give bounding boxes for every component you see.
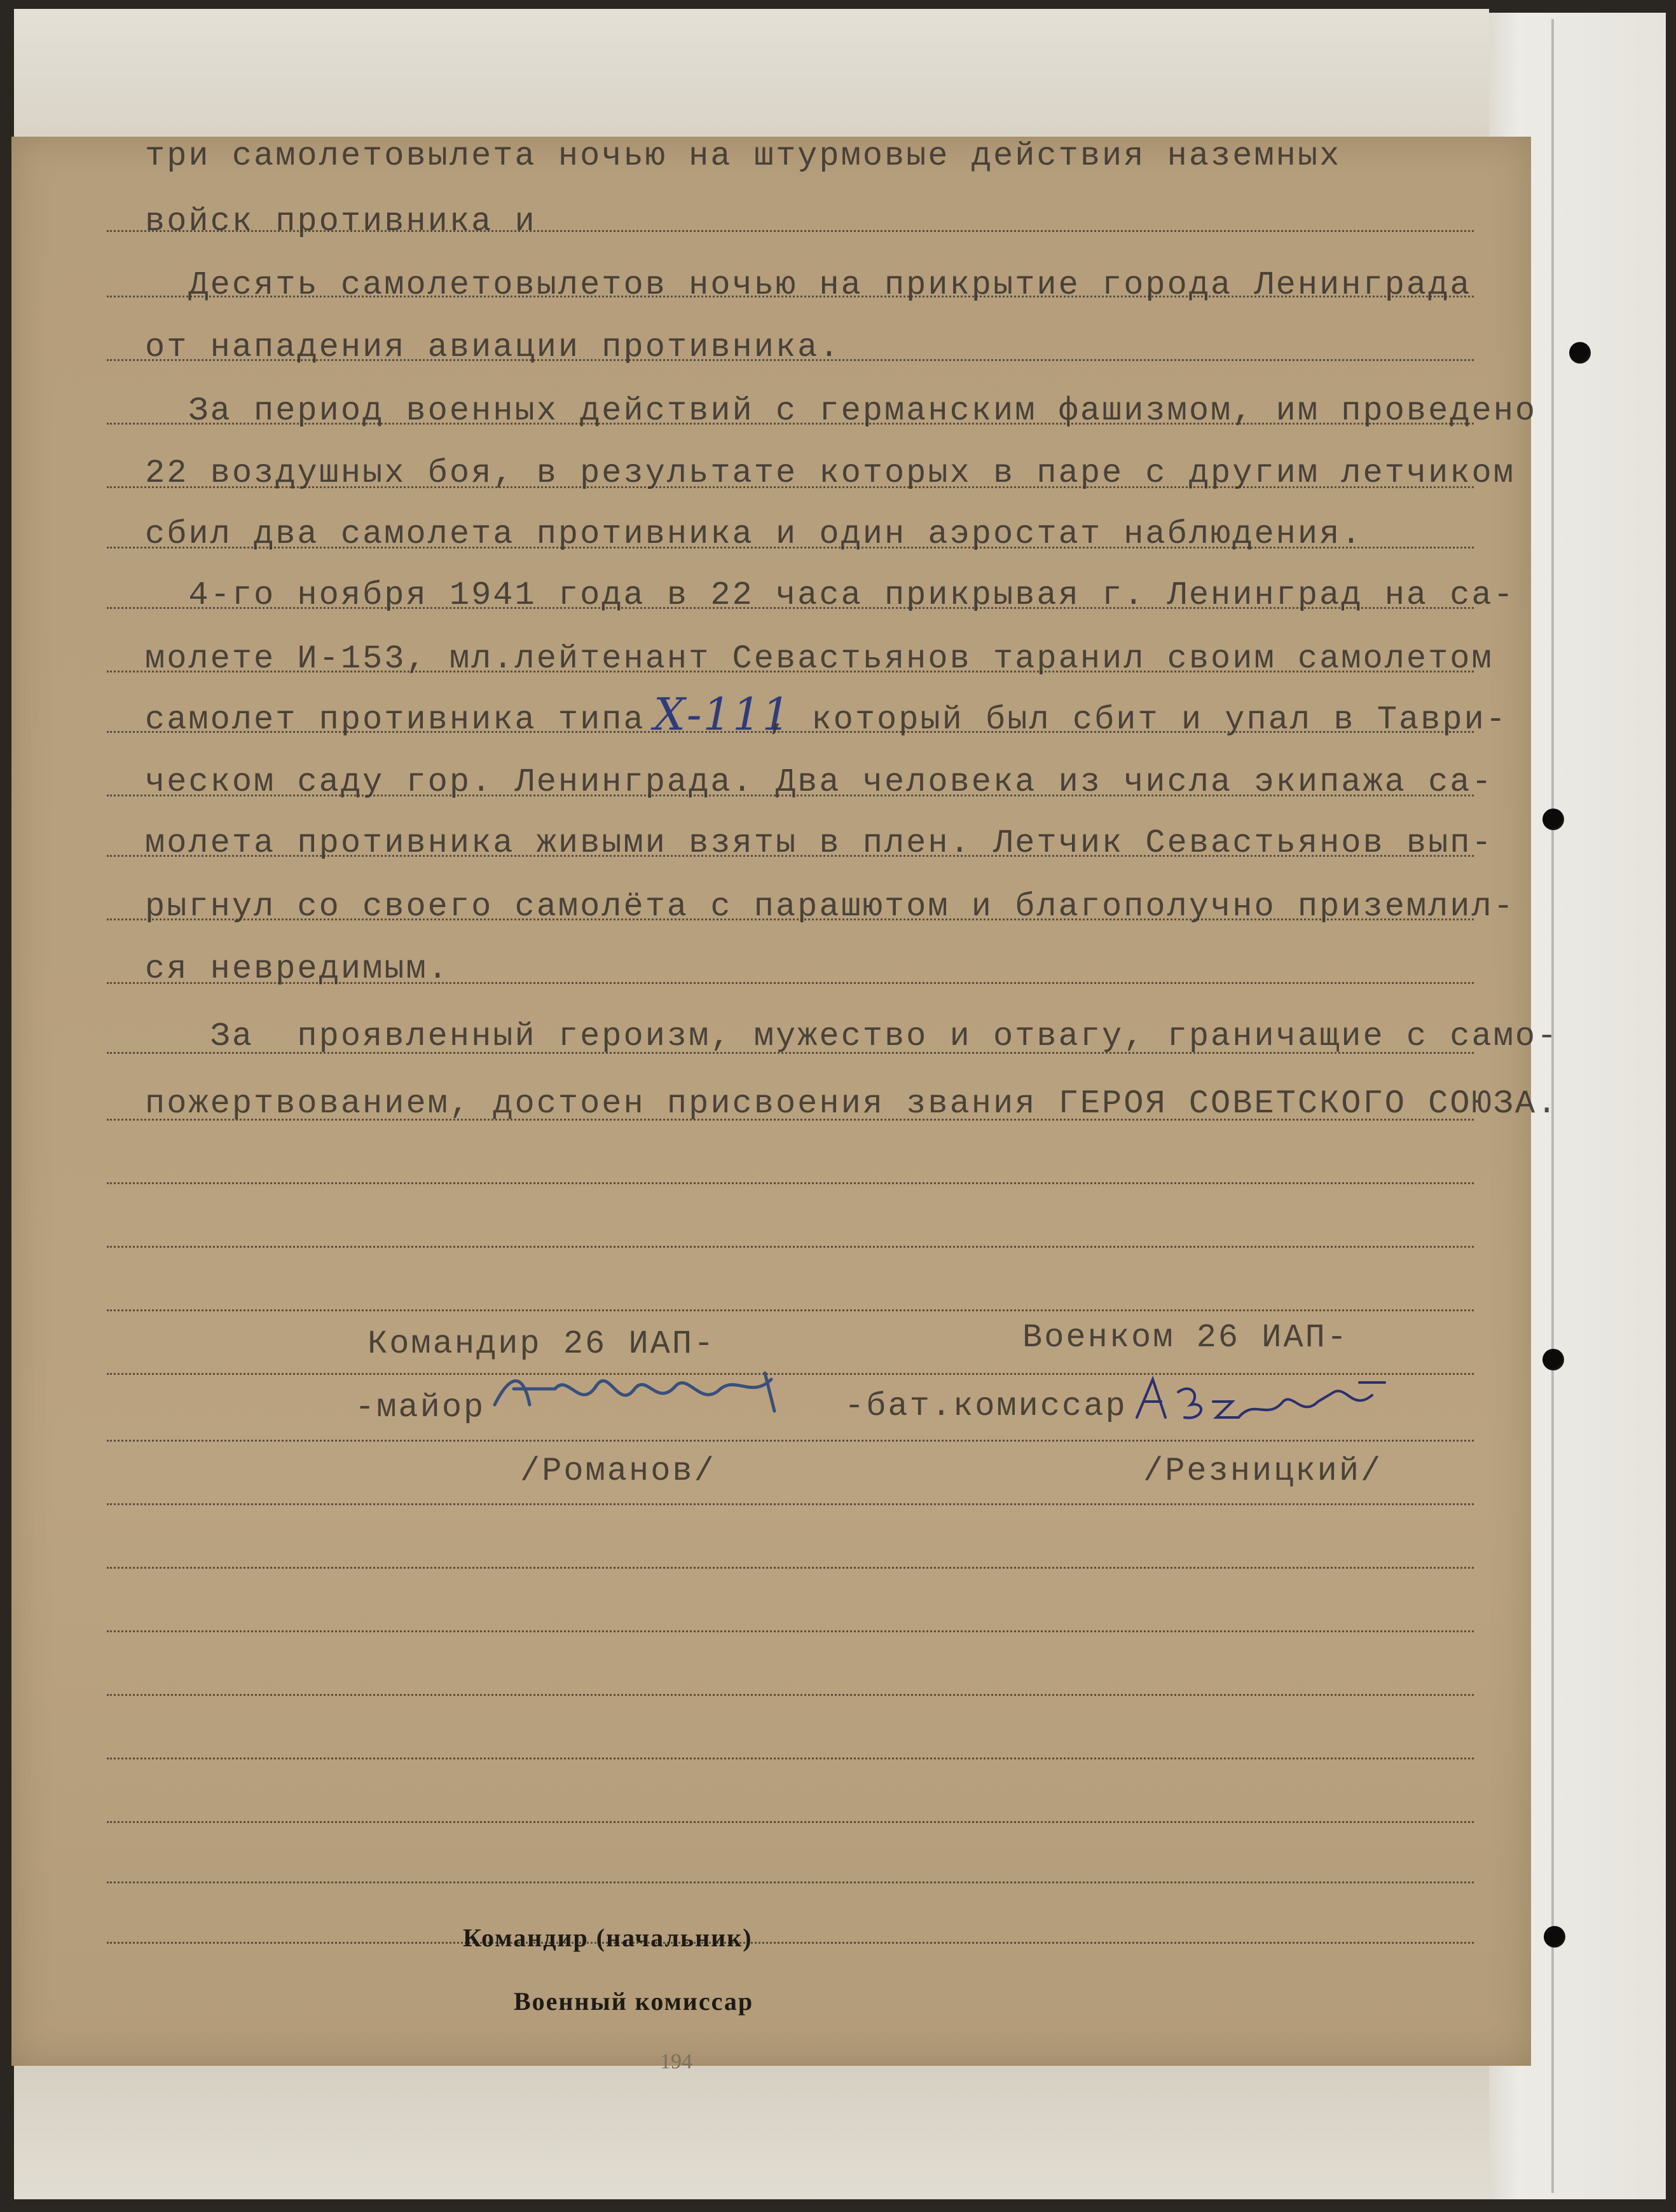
body-line-1: три самолетовылета ночью на штурмовые действия наземных xyxy=(145,137,1342,175)
page-top-strip xyxy=(14,9,1489,142)
body-line-16: пожертвованием, достоен присвоения звания ГЕРОЯ СОВЕТСКОГО СОЮЗА. xyxy=(145,1085,1559,1123)
binder-hole xyxy=(1542,809,1564,830)
body-line-13: рыгнул со своего самолёта с парашютом и благополучно приземлил- xyxy=(145,888,1515,925)
commander-title: Командир 26 ИАП- xyxy=(367,1325,716,1363)
body-line-2: войск противника и xyxy=(145,203,537,240)
ruled-line xyxy=(107,1309,1474,1311)
footer-commissar-label: Военный комиссар xyxy=(514,1987,754,2016)
binder-hole xyxy=(1569,342,1591,364)
ruled-line xyxy=(107,1440,1474,1442)
commander-name: /Романов/ xyxy=(520,1452,716,1490)
commissar-signature xyxy=(1130,1367,1398,1437)
body-line-11: ческом саду гор. Ленинграда. Два человека из числа экипажа са- xyxy=(145,763,1494,801)
body-line-15: За проявленный героизм, мужество и отвагу, граничащие с само- xyxy=(145,1018,1559,1055)
ruled-line xyxy=(107,1821,1474,1823)
ruled-line xyxy=(107,1881,1474,1883)
ruled-line xyxy=(107,1758,1474,1759)
ruled-line xyxy=(107,1567,1474,1569)
ruled-line xyxy=(107,1503,1474,1505)
binder-hole xyxy=(1544,1926,1565,1948)
body-line-10-tail: , который был сбит и упал в Таври- xyxy=(768,701,1508,739)
aircraft-type-handwritten: Х-111 xyxy=(654,688,792,741)
body-line-6: 22 воздушных боя, в результате которых в паре с другим летчиком xyxy=(145,454,1515,492)
ruled-line xyxy=(107,1630,1474,1632)
footer-commander-label: Командир (начальник) xyxy=(463,1923,753,1952)
commander-signature xyxy=(485,1360,790,1430)
body-line-10: самолет противника типа xyxy=(145,701,645,739)
binder-hole xyxy=(1542,1349,1564,1370)
ruled-line xyxy=(107,1942,1474,1944)
body-line-3: Десять самолетовылетов ночью на прикрытие города Ленинграда xyxy=(145,266,1472,304)
body-line-8: 4-го ноября 1941 года в 22 часа прикрывая г. Ленинград на са- xyxy=(145,577,1515,614)
body-line-5: За период военных действий с германским фашизмом, им проведено xyxy=(145,392,1537,430)
ruled-line xyxy=(107,1694,1474,1696)
footer-year-fragment: 194 xyxy=(660,2050,692,2073)
commissar-title: Военком 26 ИАП- xyxy=(1022,1319,1349,1356)
commissar-name: /Резницкий/ xyxy=(1143,1452,1383,1490)
commissar-rank: -бат.комиссар xyxy=(844,1388,1127,1425)
document-page xyxy=(11,137,1559,2073)
body-line-12: молета противника живыми взяты в плен. Летчик Севастьянов вып- xyxy=(145,824,1494,862)
commander-rank: -майор xyxy=(355,1389,486,1426)
body-line-7: сбил два самолета противника и один аэростат наблюдения. xyxy=(145,515,1363,553)
ruled-line xyxy=(107,1246,1474,1248)
body-line-9: молете И-153, мл.лейтенант Севастьянов таранил своим самолетом xyxy=(145,640,1494,678)
page-bottom-strip xyxy=(14,2066,1489,2199)
body-line-14: ся невредимым. xyxy=(145,950,450,988)
ruled-line xyxy=(107,1182,1474,1184)
body-line-4: от нападения авиации противника. xyxy=(145,329,841,366)
